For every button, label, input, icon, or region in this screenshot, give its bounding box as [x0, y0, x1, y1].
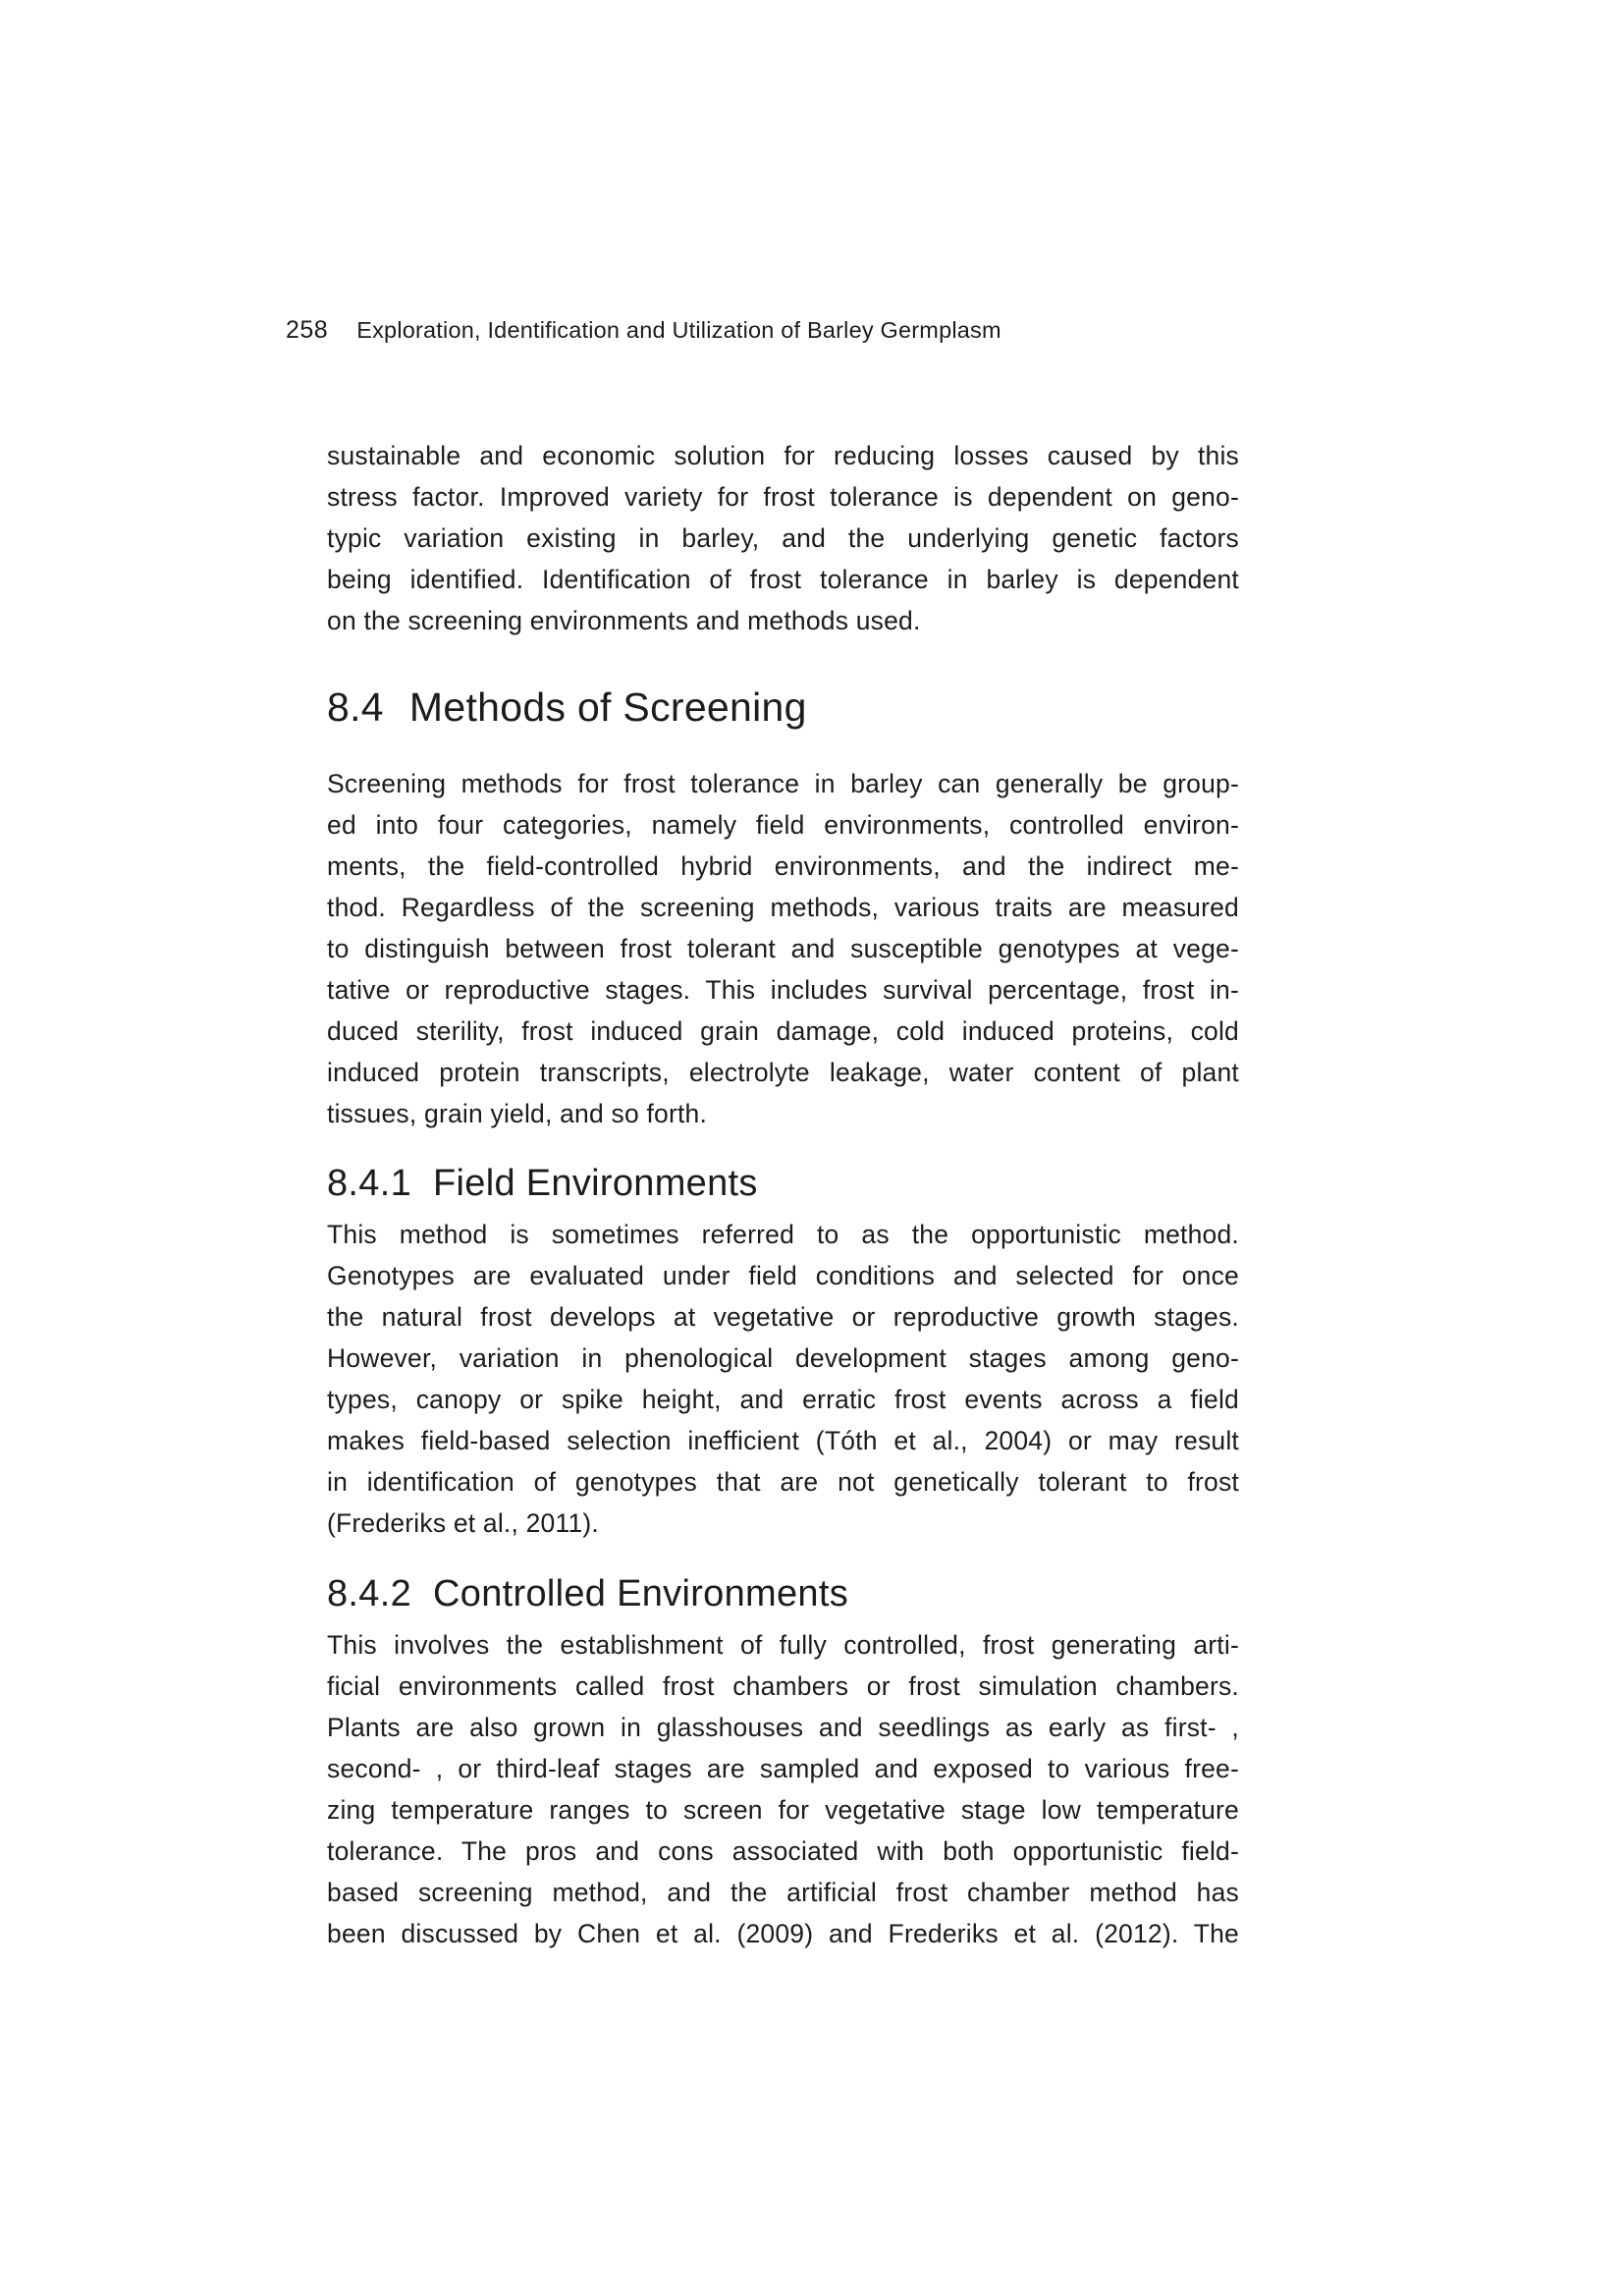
text-line: Genotypes are evaluated under field conditions and selected for once: [327, 1261, 1239, 1290]
text-line: thod. Regardless of the screening methods, various traits are measured: [327, 893, 1239, 922]
section-number: 8.4: [327, 684, 384, 730]
text-line: duced sterility, frost induced grain damage, cold induced proteins, cold: [327, 1016, 1239, 1046]
running-header: [286, 316, 1268, 345]
paragraph: [327, 1624, 1239, 1954]
text-line: second- , or third-leaf stages are sampled and exposed to various free-: [327, 1754, 1239, 1783]
text-line: induced protein transcripts, electrolyte leakage, water content of plant: [327, 1058, 1239, 1087]
text-line: (Frederiks et al., 2011).: [327, 1508, 599, 1538]
text-line: ments, the field-controlled hybrid environments, and the indirect me-: [327, 851, 1239, 881]
text-line: tissues, grain yield, and so forth.: [327, 1099, 708, 1128]
text-line: This method is sometimes referred to as the opportunistic method.: [327, 1220, 1239, 1249]
text-line: tative or reproductive stages. This includes survival percentage, frost in-: [327, 975, 1239, 1005]
heading-8.4: [327, 683, 1239, 731]
text-line: zing temperature ranges to screen for vegetative stage low temperature: [327, 1795, 1239, 1825]
text-line: ed into four categories, namely field environments, controlled environ-: [327, 810, 1239, 840]
heading-8.4.2: [327, 1571, 1239, 1616]
text-line: However, variation in phenological development stages among geno-: [327, 1343, 1239, 1373]
text-line: to distinguish between frost tolerant and susceptible genotypes at vege-: [327, 934, 1239, 963]
section-title: Field Environments: [433, 1163, 758, 1204]
section-title: Methods of Screening: [408, 684, 807, 730]
text-line: Screening methods for frost tolerance in barley can generally be group-: [327, 769, 1239, 798]
page-number: 258: [286, 316, 329, 344]
section-title: Controlled Environments: [433, 1573, 849, 1614]
text-line: the natural frost develops at vegetative or reproductive growth stages.: [327, 1302, 1239, 1332]
text-line: typic variation existing in barley, and the underlying genetic factors: [327, 523, 1239, 553]
text-line: sustainable and economic solution for reducing losses caused by this: [327, 441, 1239, 470]
text-line: ficial environments called frost chambers or frost simulation chambers.: [327, 1671, 1239, 1701]
text-line: tolerance. The pros and cons associated with both opportunistic field-: [327, 1836, 1239, 1866]
text-line: in identification of genotypes that are not genetically tolerant to frost: [327, 1467, 1239, 1497]
text-line: stress factor. Improved variety for frost tolerance is dependent on geno-: [327, 482, 1239, 512]
heading-8.4.1: [327, 1161, 1239, 1206]
text-line: makes field-based selection inefficient (Tóth et al., 2004) or may result: [327, 1426, 1239, 1455]
text-line: types, canopy or spike height, and erratic frost events across a field: [327, 1385, 1239, 1414]
section-number: 8.4.2: [327, 1573, 412, 1614]
paragraph: [327, 763, 1239, 1134]
paragraph: [327, 1214, 1239, 1544]
running-title: Exploration, Identification and Utilization of Barley Germplasm: [356, 317, 1001, 343]
text-line: This involves the establishment of fully controlled, frost generating arti-: [327, 1630, 1239, 1660]
text-line: on the screening environments and methods used.: [327, 606, 921, 635]
paragraph: [327, 435, 1239, 641]
text-line: based screening method, and the artificial frost chamber method has: [327, 1878, 1239, 1907]
text-line: been discussed by Chen et al. (2009) and Frederiks et al. (2012). The: [327, 1919, 1239, 1948]
section-number: 8.4.1: [327, 1163, 412, 1204]
text-line: Plants are also grown in glasshouses and seedlings as early as first- ,: [327, 1713, 1239, 1742]
text-line: being identified. Identification of frost tolerance in barley is dependent: [327, 565, 1239, 594]
